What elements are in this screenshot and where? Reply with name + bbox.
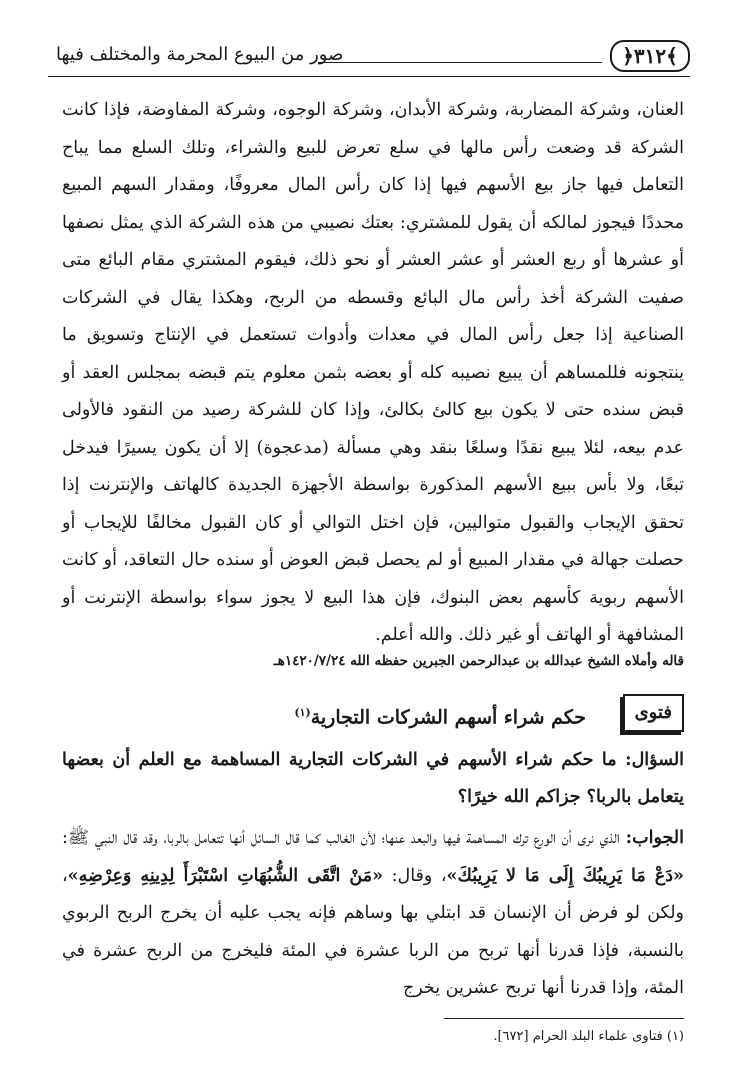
header-title: صور من البيوع المحرمة والمختلف فيها [56, 44, 344, 65]
fatwa-title-text: حكم شراء أسهم الشركات التجارية [310, 706, 586, 729]
answer-text-1: الذي نرى أن الورع ترك المساهمة فيها والبعد عنها؛ لأن الغالب كما قال السائل أنها تتعامل بالربا، وقد قال النبي ﷺ: [62, 828, 620, 848]
page-number: ﴿٣١٢﴾ [610, 40, 690, 72]
answer-text-2: ، وقال: [391, 865, 447, 886]
header-divider [48, 76, 690, 77]
answer-label: الجواب: [625, 828, 684, 848]
main-text [62, 92, 684, 655]
footnote-divider [444, 1018, 684, 1019]
hadith-quote-1: «دَعْ مَا يَرِيبُكَ إِلَى مَا لا يَرِيبُكَ» [446, 865, 684, 886]
main-paragraph: العنان، وشركة المضاربة، وشركة الأبدان، وشركة الوجوه، وشركة المفاوضة، فإذا كانت الشركة قد وضعت رأس مالها في سلع تعرض للبيع والشراء، وتلك السلع مما يباح التعامل فيها جاز بيع الأسهم فيها إذا كان رأس المال معروفًا، ومقدار السهم المبيع محددًا فيجوز لمالكه أن يقول للمشتري: بعتك نصيبي من هذه الشركة الذي يمثل نصفها أو عشرها أو ربع العشر أو عشر العشر أو نحو ذلك، فيقوم المشتري مقام البائع متى صفيت الشركة أخذ رأس مال البائع وقسطه من الربح، وهكذا يقال في الشركات الصناعية إذا جعل رأس المال في معدات وأدوات تستعمل في الإنتاج وتسويق ما ينتجونه فللمساهم أن يبيع نصيبه كله أو بعضه بثمن معلوم يتم قبضه بمجلس العقد أو قبض سنده حتى لا يكون بيع كالئ بكالئ، وإذا كان للشركة رصيد من النقود فالأولى عدم بيعه، لئلا يبيع نقدًا وسلعًا بنقد وهي مسألة (مدعجوة) إلا أن يكون يسيرًا فيدخل تبعًا، ولا بأس ببيع الأسهم المذكورة بواسطة الأجهزة الجديدة كالهاتف والإنترنت إذا تحقق الإيجاب والقبول متواليين، فإن اختل التوالي أو كان القبول مخالفًا للإيجاب أو حصلت جهالة في مقدار المبيع أو لم يحصل قبض العوض أو سنده حال التعاقد، أو كانت الأسهم ربوية كأسهم بعض البنوك، فإن هذا البيع لا يجوز سواء بواسطة الإنترنت أو المشافهة أو الهاتف أو غير ذلك. والله أعلم. [62, 100, 684, 645]
footnote [62, 1026, 684, 1048]
header-rule [318, 62, 602, 63]
footnote-marker: (١) [666, 1029, 684, 1044]
question-label: السؤال: [625, 750, 685, 770]
fatwa-signature: قاله وأملاه الشيخ عبدالله بن عبدالرحمن الجبرين حفظه الله ١٤٢٠/٧/٢٤هـ [273, 653, 684, 669]
question [62, 742, 684, 816]
page-header [48, 34, 690, 78]
fatwa-title [294, 698, 586, 732]
fatwa-label-box: فتوى [623, 694, 684, 732]
question-text: ما حكم شراء الأسهم في الشركات التجارية المساهمة مع العلم أن بعضها يتعامل بالربا؟ جزاكم الله خيرًا؟ [62, 750, 684, 807]
answer-text-3: ، ولكن لو فرض أن الإنسان قد ابتلي بها وساهم فإنه يجب عليه أن يخرج الربح الربوي بالنسبة، فإذا قدرنا أنها تربح من الربا عشرة في المئة فليخرج من الربح عشرة في المئة، وإذا قدرنا أنها تربح عشرين يخرج [62, 865, 684, 998]
footnote-text: فتاوى علماء البلد الحرام [٦٧٢]. [493, 1029, 663, 1044]
answer [62, 820, 684, 1008]
hadith-quote-2: «مَنْ اتَّقَى الشُّبُهَاتِ اسْتَبْرَأَ لِدِينِهِ وَعِرْضِهِ» [67, 865, 384, 886]
footnote-reference: (١) [294, 706, 311, 719]
